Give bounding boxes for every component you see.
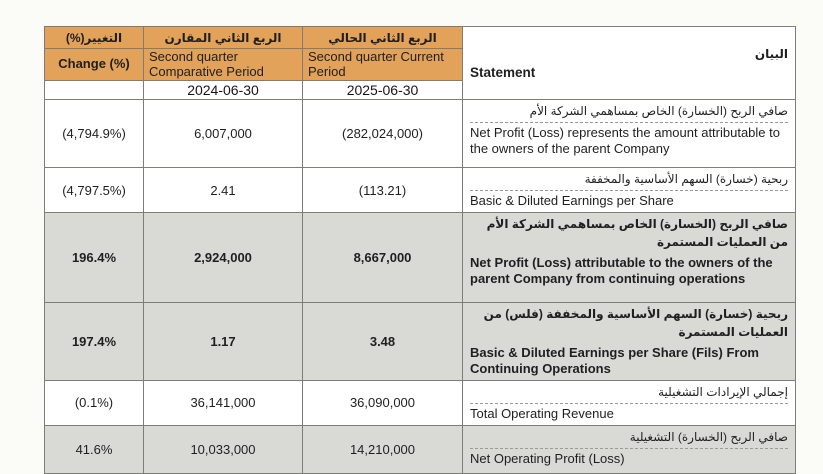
cell-statement [463,168,796,213]
statement-arabic: إجمالي الإيرادات التشغيلية [470,383,788,404]
cell-current: (282,024,000) [303,100,463,168]
statement-english: Total Operating Revenue [470,406,614,422]
table-row-basic-diluted-eps [45,168,796,213]
cell-comparative: 2.41 [144,168,303,213]
cell-change: 41.6% [45,426,144,474]
cell-comparative: 1.17 [144,303,303,381]
cell-current: 3.48 [303,303,463,381]
statement-english: Basic & Diluted Earnings per Share [470,193,674,209]
cell-current: 8,667,000 [303,213,463,303]
quarterly-results-table [44,26,796,474]
cell-comparative: 2,924,000 [144,213,303,303]
statement-arabic: ربحية (خسارة) السهم الأساسية والمخففة [470,170,788,191]
header-statement-cell [463,27,796,100]
table-row-total-operating-revenue [45,380,796,425]
cell-comparative: 10,033,000 [144,426,303,474]
table-row-net-profit [45,100,796,168]
header-current-date: 2025-06-30 [303,81,463,100]
statement-english: Basic & Diluted Earnings per Share (Fils) From Continuing Operations [470,345,759,376]
header-comparative-en: Second quarter Comparative Period [144,49,303,81]
header-comparative-date: 2024-06-30 [144,81,303,100]
statement-english: Net Profit (Loss) attributable to the owners of the parent Company from continuing operations [470,255,773,286]
cell-statement [463,303,796,381]
cell-change: (4,794.9%) [45,100,144,168]
statement-arabic: صافي الربح (الخسارة) الخاص بمساهمي الشركة الأم [470,102,788,123]
table-row-net-profit-continuing [45,213,796,303]
header-statement-ar: البيان [754,46,788,61]
cell-comparative: 36,141,000 [144,380,303,425]
statement-arabic: ربحية (خسارة) السهم الأساسية والمخففة (فلس) من العمليات المستمرة [483,307,788,339]
cell-statement [463,213,796,303]
cell-change: (0.1%) [45,380,144,425]
cell-current: (113.21) [303,168,463,213]
table-row-net-operating-profit [45,426,796,474]
statement-arabic: صافي الربح (الخسارة) التشغيلية [470,428,788,449]
cell-current: 36,090,000 [303,380,463,425]
cell-change: 196.4% [45,213,144,303]
statement-english: Net Operating Profit (Loss) [470,451,625,467]
cell-statement [463,426,796,474]
statement-arabic: صافي الربح (الخسارة) الخاص بمساهمي الشركة الأم من العمليات المستمرة [486,217,788,249]
cell-statement [463,100,796,168]
header-current-en: Second quarter Current Period [303,49,463,81]
cell-comparative: 6,007,000 [144,100,303,168]
cell-change: 197.4% [45,303,144,381]
cell-statement [463,380,796,425]
cell-current: 14,210,000 [303,426,463,474]
header-row-arabic [45,27,796,49]
header-change-en: Change (%) [45,49,144,81]
cell-change: (4,797.5%) [45,168,144,213]
header-change-ar: التغيير(%) [45,27,144,49]
header-current-ar: الربع الثاني الحالي [303,27,463,49]
header-comparative-ar: الربع الثاني المقارن [144,27,303,49]
header-change-date-empty [45,81,144,100]
header-statement-en: Statement [470,64,536,80]
table-row-eps-continuing [45,303,796,381]
statement-english: Net Profit (Loss) represents the amount attributable to the owners of the parent Company [470,125,780,157]
